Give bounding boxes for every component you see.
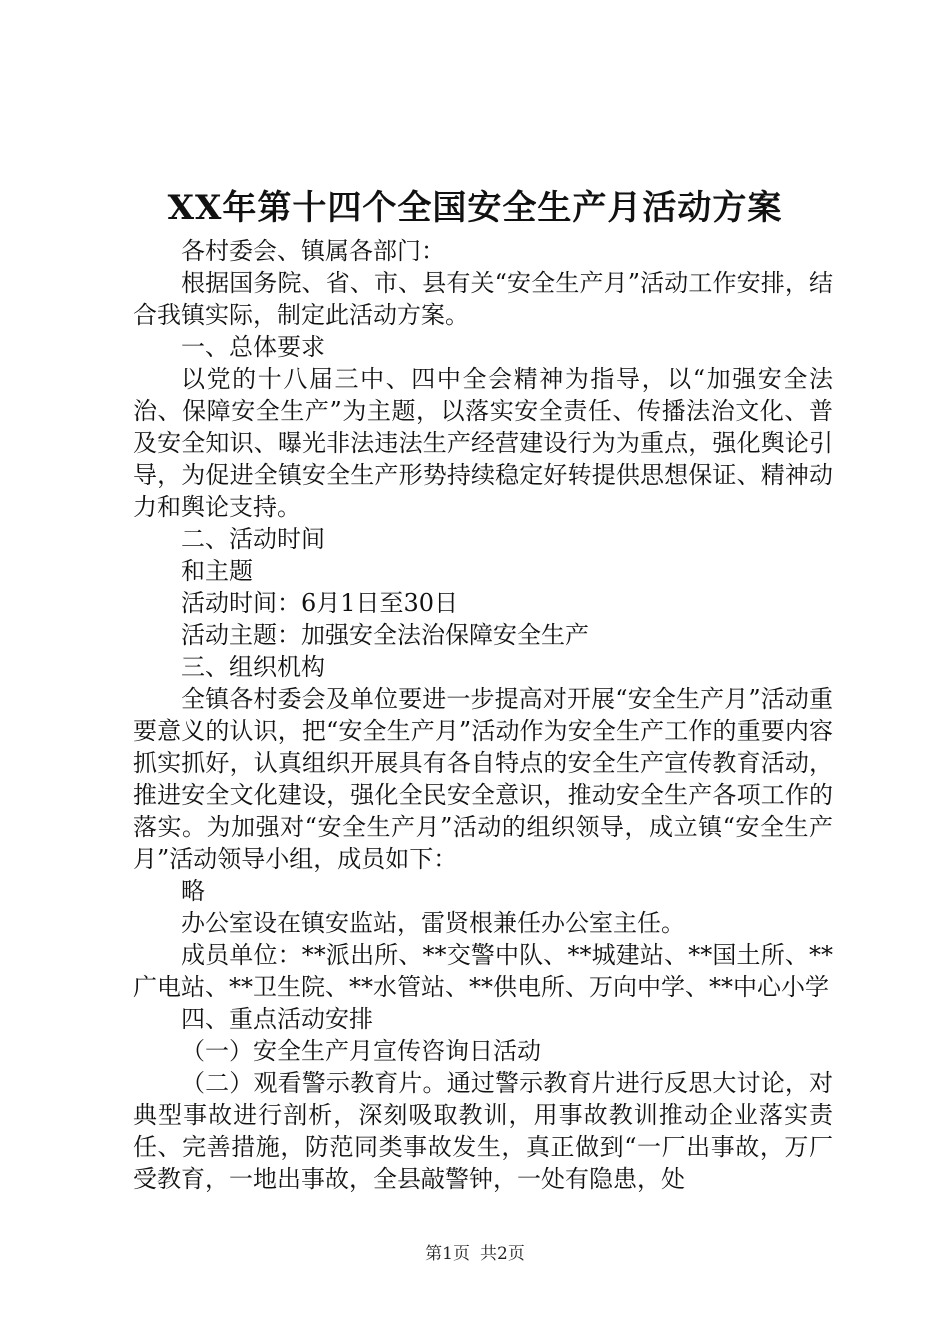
document-title: XX年第十四个全国安全生产月活动方案: [167, 188, 783, 228]
document-body: [133, 235, 833, 1195]
section-heading-2: 二、活动时间: [181, 525, 325, 553]
activity-theme: 活动主题：加强安全法治保障安全生产: [181, 621, 589, 649]
office-paragraph: 办公室设在镇安监站，雷贤根兼任办公室主任。: [181, 909, 685, 937]
activity-item-1: （一）安全生产月宣传咨询日活动: [181, 1037, 541, 1065]
section-heading-1: 一、总体要求: [181, 333, 325, 361]
page-total: 共2页: [480, 1244, 525, 1264]
intro-paragraph: 根据国务院、省、市、县有关“安全生产月”活动工作安排，结合我镇实际，制定此活动方案。: [133, 269, 833, 329]
section-heading-2-continued: 和主题: [181, 557, 253, 585]
general-requirements-paragraph: 以党的十八届三中、四中全会精神为指导，以“加强安全法治、保障安全生产”为主题，以落实安全责任、传播法治文化、普及安全知识、曝光非法违法生产经营建设行为为重点，强化舆论引导，为促进全镇安全生产形势持续稳定好转提供思想保证、精神动力和舆论支持。: [133, 365, 833, 521]
salutation: 各村委会、镇属各部门：: [181, 237, 445, 265]
section-heading-4: 四、重点活动安排: [181, 1005, 373, 1033]
organization-paragraph: 全镇各村委会及单位要进一步提高对开展“安全生产月”活动重要意义的认识，把“安全生产月”活动作为安全生产工作的重要内容抓实抓好，认真组织开展具有各自特点的安全生产宣传教育活动，推进安全文化建设，强化全民安全意识，推动安全生产各项工作的落实。为加强对“安全生产月”活动的组织领导，成立镇“安全生产月”活动领导小组，成员如下：: [133, 685, 833, 873]
activity-time: 活动时间：6月1日至30日: [181, 589, 459, 617]
section-heading-3: 三、组织机构: [181, 653, 325, 681]
activity-item-2: （二）观看警示教育片。通过警示教育片进行反思大讨论，对典型事故进行剖析，深刻吸取教训，用事故教训推动企业落实责任、完善措施，防范同类事故发生，真正做到“一厂出事故，万厂受教育，一地出事故，全县敲警钟，一处有隐患，处: [133, 1069, 833, 1193]
member-units-paragraph: 成员单位：**派出所、**交警中队、**城建站、**国土所、**广电站、**卫生院、**水管站、**供电所、万向中学、**中心小学: [133, 941, 833, 1001]
page-footer: [0, 1242, 950, 1266]
omitted-note: 略: [181, 877, 205, 905]
page-number: 第1页: [425, 1244, 470, 1264]
